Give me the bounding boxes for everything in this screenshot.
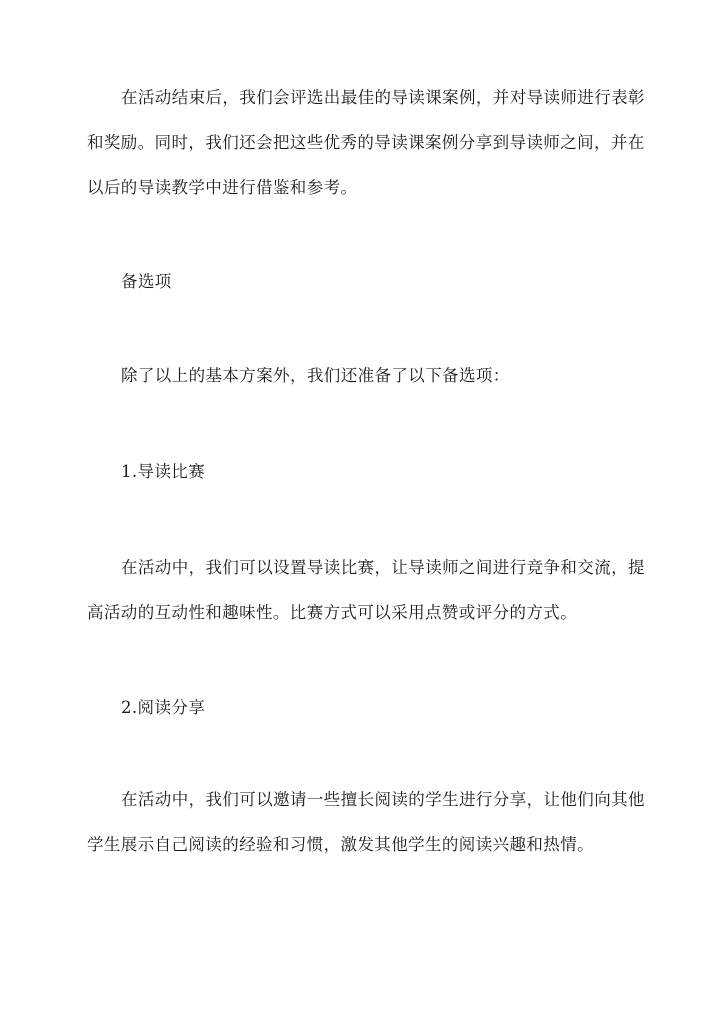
paragraph-option-1: 在活动中，我们可以设置导读比赛，让导读师之间进行竞争和交流，提高活动的互动性和趣味性。比赛方式可以采用点赞或评分的方式。 (87, 558, 645, 622)
heading-option-1: 1.导读比赛 (121, 462, 206, 481)
heading-option-2: 2.阅读分享 (121, 698, 206, 717)
paragraph-options-intro: 除了以上的基本方案外，我们还准备了以下备选项： (121, 366, 510, 385)
paragraph-awards: 在活动结束后，我们会评选出最佳的导读课案例，并对导读师进行表彰和奖励。同时，我们还会把这些优秀的导读课案例分享到导读师之间，并在以后的导读教学中进行借鉴和参考。 (87, 88, 645, 197)
paragraph-option-2: 在活动中，我们可以邀请一些擅长阅读的学生进行分享，让他们向其他学生展示自己阅读的经验和习惯，激发其他学生的阅读兴趣和热情。 (87, 790, 645, 854)
heading-options: 备选项 (121, 272, 172, 291)
